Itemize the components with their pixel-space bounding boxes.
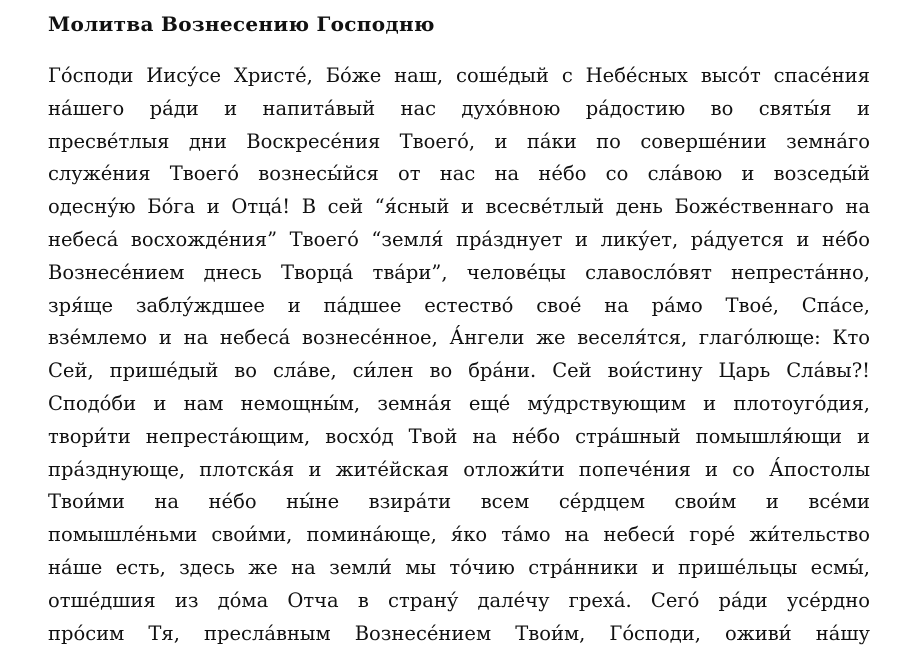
text-line: про́сим Тя, пресла́вным Вознесе́нием Твои́м, Го́споди, оживи́ на́шу xyxy=(48,621,870,645)
text-line: пра́зднующе, плотска́я и жите́йская отложи́ти попече́ния и со А́постолы xyxy=(48,457,870,481)
text-line: пресве́тлыя дни Воскресе́ния Твоего́, и па́ки по соверше́нии земна́го xyxy=(48,129,870,153)
text-line: твори́ти непреста́ющим, восхо́д Твой на не́бо стра́шный помышля́ющи и xyxy=(48,424,870,448)
text-line: служе́ния Твоего́ вознесы́йся от нас на не́бо со сла́вою и возседы́й xyxy=(48,162,870,186)
text-line: зря́ще заблу́ждшее и па́дшее естество́ свое́ на ра́мо Твое́, Спа́се, xyxy=(48,293,870,317)
text-line: Сей, прише́дый во сла́ве, си́лен во бра́ни. Сей вои́стину Царь Сла́вы?! xyxy=(48,359,870,383)
text-line: взе́млемо и на небеса́ вознесе́нное, А́нгели же веселя́тся, глаго́люще: Кто xyxy=(48,326,870,350)
text-line: Вознесе́нием днесь Творца́ тва́ри”, челове́цы славосло́вят непреста́нно, xyxy=(48,260,870,284)
text-line: небеса́ восхожде́ния” Твоего́ “земля́ пра́зднует и лику́ет, ра́дуется и не́бо xyxy=(48,227,870,251)
text-line: отше́дшия из до́ма Отча в страну́ дале́чу греха́. Сего́ ра́ди усе́рдно xyxy=(48,588,870,612)
text-line: Твои́ми на не́бо ны́не взира́ти всем се́рдцем свои́м и все́ми xyxy=(48,490,870,514)
text-line: на́ше есть, здесь же на земли́ мы то́чию стра́нники и прише́льцы есмы́, xyxy=(48,555,870,579)
text-line: на́шего ра́ди и напита́вый нас духо́вною ра́достию во святы́я и xyxy=(48,96,870,120)
text-line: помышле́ньми свои́ми, помина́юще, я́ко та́мо на небеси́ горе́ жи́тельство xyxy=(48,523,870,547)
text-line: Го́споди Иису́се Христе́, Бо́же наш, соше́дый с Небе́сных высо́т спасе́ния xyxy=(48,64,870,87)
prayer-title: Молитва Вознесению Господню xyxy=(48,12,435,36)
prayer-text xyxy=(48,60,870,645)
text-line: Сподо́би и нам немощны́м, земна́я еще́ му́дрствующим и плотоуго́дия, xyxy=(48,391,870,415)
text-line: одесну́ю Бо́га и Отца́! В сей “я́сный и всесве́тлый день Боже́ственнаго на xyxy=(48,195,870,219)
